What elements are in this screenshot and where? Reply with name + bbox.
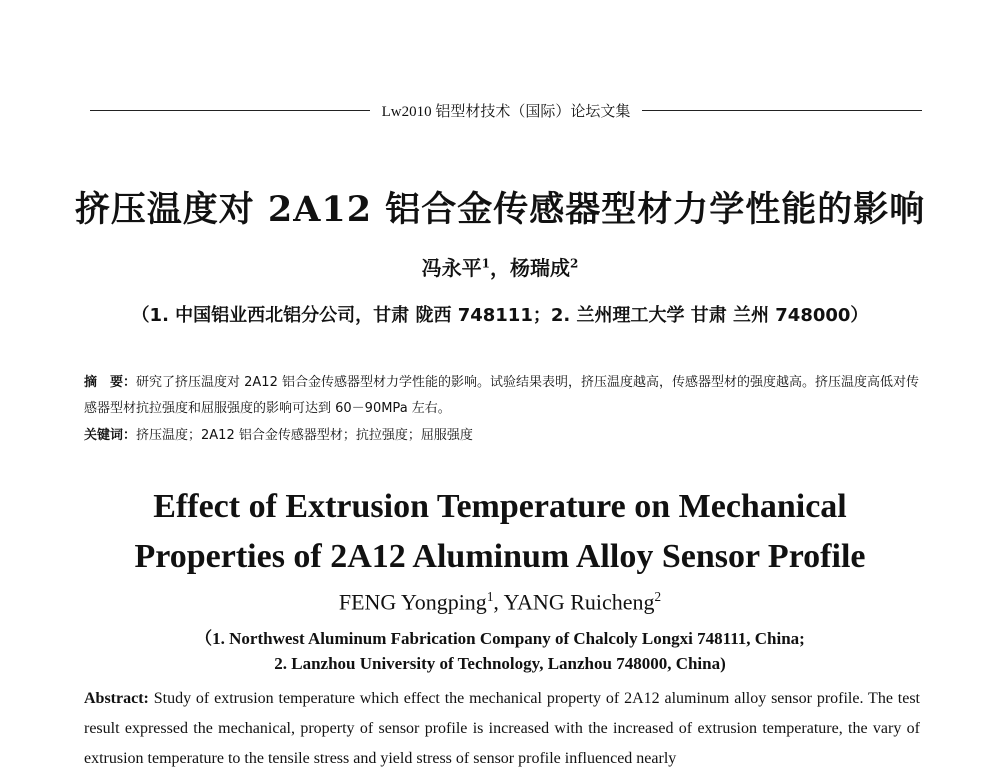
english-abstract (84, 684, 920, 774)
author-separator: , (493, 589, 504, 615)
header-rule-right (642, 110, 922, 111)
affiliation-mark: 2 (570, 256, 579, 271)
author-separator: ， (490, 256, 510, 280)
english-authors (0, 589, 1000, 615)
abstract-label: 摘 要： (84, 375, 137, 390)
english-title-line: Properties of 2A12 Aluminum Alloy Sensor Profile (134, 538, 866, 575)
english-title-line: Effect of Extrusion Temperature on Mechanical (153, 488, 847, 525)
chinese-title: 挤压温度对 2A12 铝合金传感器型材力学性能的影响 (74, 189, 926, 230)
chinese-affiliation: （1. 中国铝业西北铝分公司，甘肃 陇西 748111；2. 兰州理工大学 甘肃 兰州 748000） (131, 305, 869, 326)
header-text: Lw2010 铝型材技术（国际）论坛文集 (381, 103, 631, 120)
chinese-authors (0, 252, 1000, 281)
keywords-text: 挤压温度；2A12 铝合金传感器型材；抗拉强度；屈服强度 (136, 428, 473, 443)
chinese-abstract (84, 370, 920, 422)
author-name: YANG Ruicheng (503, 589, 655, 615)
author-name: 杨瑞成 (510, 256, 570, 280)
affiliation-mark: 1 (481, 256, 490, 271)
author-name: 冯永平 (421, 256, 482, 280)
author-name: FENG Yongping (338, 589, 487, 615)
abstract-text: Study of extrusion temperature which effect the mechanical property of 2A12 aluminum alloy sensor profile. The test result expressed the mechanical, property of sensor profile is increased with the increased of extrusion temperature, the vary of extrusion temperature to the tensile stress and yield stress of sensor profile influenced nearly (84, 690, 920, 767)
affiliation-mark: 1 (486, 589, 494, 604)
keywords-label: 关键词： (84, 428, 137, 443)
affiliation-mark: 2 (654, 589, 662, 604)
running-header (90, 98, 922, 122)
header-rule-left (90, 110, 370, 111)
english-affiliation-1: （1. Northwest Aluminum Fabrication Company of Chalcoly Longxi 748111, China; (195, 629, 805, 648)
abstract-text: 研究了挤压温度对 2A12 铝合金传感器型材力学性能的影响。试验结果表明，挤压温度越高，传感器型材的强度越高。挤压温度高低对传感器型材抗拉强度和屈服强度的影响可达到 60－90MPa 左右。 (84, 375, 919, 416)
english-title (0, 482, 1000, 582)
abstract-label: Abstract: (84, 690, 149, 707)
english-affiliation-2: 2. Lanzhou University of Technology, Lanzhou 748000, China) (274, 654, 726, 673)
chinese-keywords (84, 424, 920, 443)
